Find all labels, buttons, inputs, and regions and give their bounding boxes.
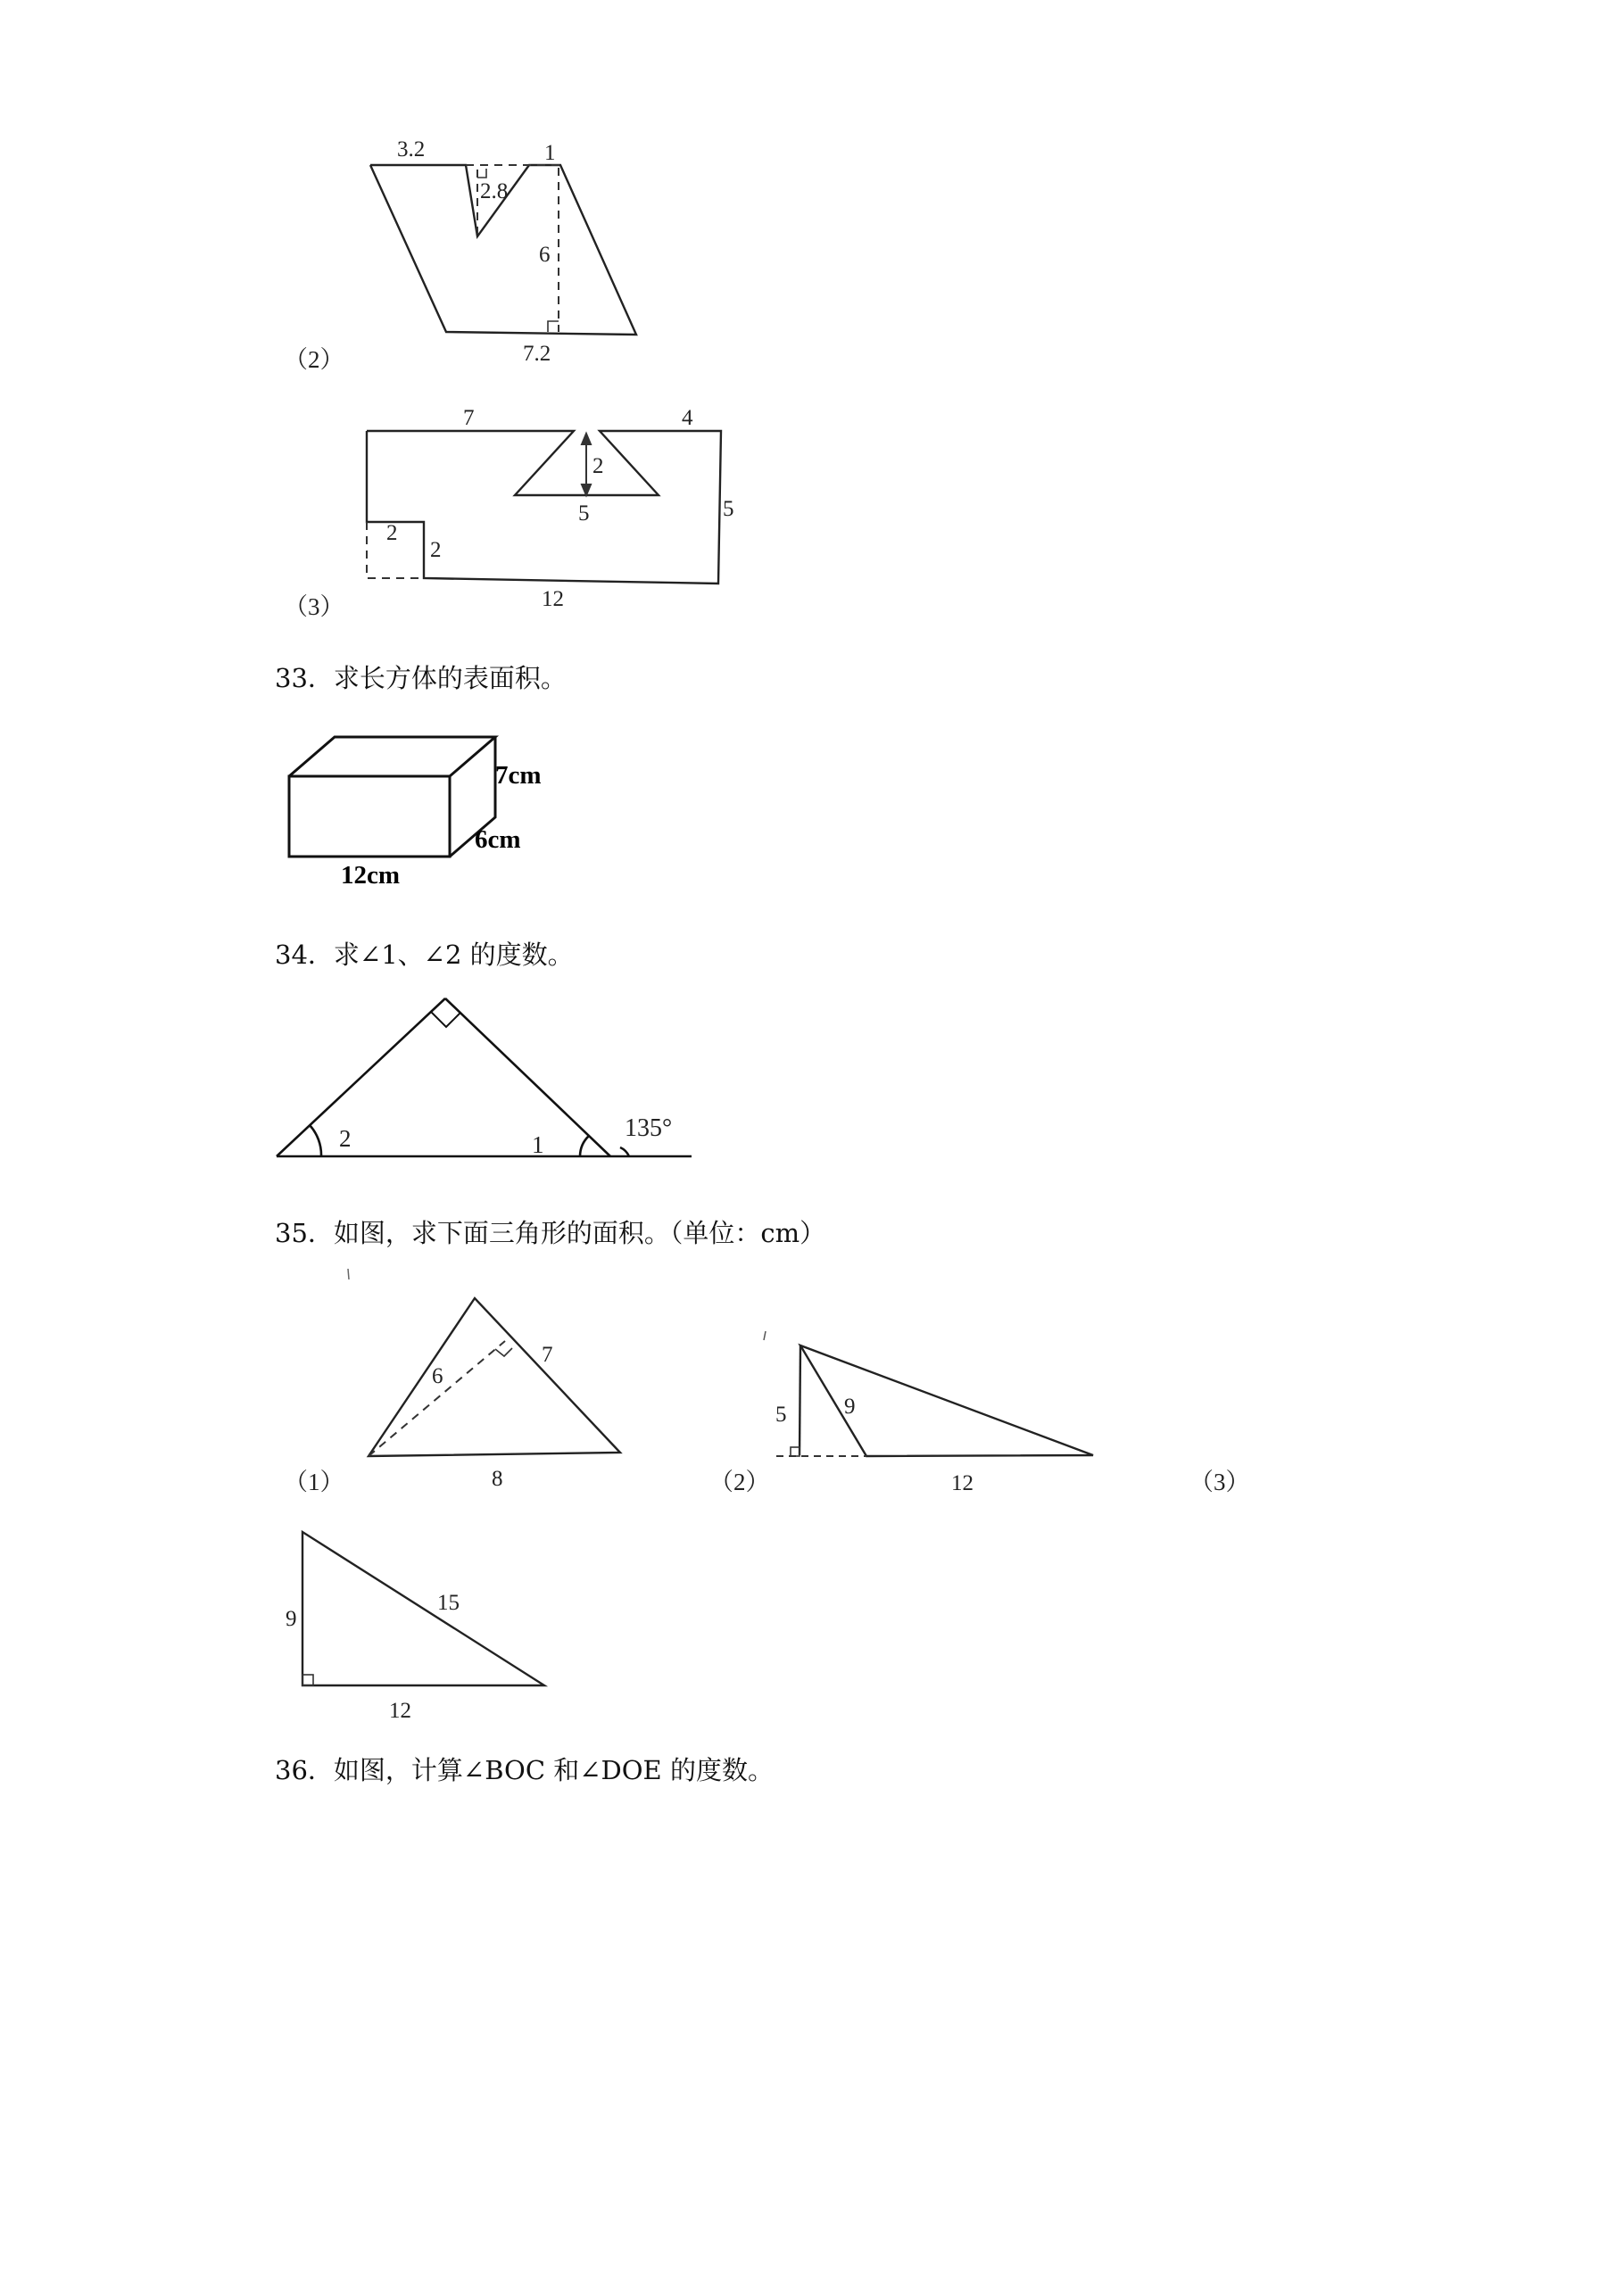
right-side	[445, 998, 610, 1156]
q35-triangle-2	[750, 1329, 1115, 1508]
question-33: 33．求长方体的表面积。	[275, 663, 567, 693]
label-notch-w: 2	[386, 521, 398, 545]
t1-base: 8	[492, 1467, 503, 1491]
triangle-2-right-angle	[791, 1447, 800, 1456]
t1-height: 6	[432, 1364, 443, 1388]
t3-left: 9	[286, 1607, 297, 1631]
label-right-5: 5	[723, 497, 734, 521]
rectangle-cut-diagram	[0, 393, 803, 616]
triangle-2-diagram	[750, 1329, 1115, 1508]
q33-cuboid-figure	[268, 714, 625, 901]
shape-outline	[367, 431, 721, 584]
triangle-3-diagram	[268, 1517, 571, 1731]
q35-triangle-1-label: （1）	[284, 1469, 344, 1495]
q32-figure-3-label: （3）	[284, 593, 344, 620]
cuboid-diagram	[268, 714, 625, 901]
angle-1-label: 1	[532, 1131, 544, 1158]
cuboid-front-face	[289, 776, 450, 857]
label-6: 6	[539, 243, 551, 267]
t2-side: 9	[844, 1395, 856, 1419]
triangle-3-right-angle	[302, 1675, 313, 1685]
triangle-1-height-dashed	[369, 1341, 505, 1456]
q35-triangle-3	[268, 1517, 571, 1731]
triangle-1-right-angle	[495, 1348, 512, 1356]
label-7-2: 7.2	[523, 342, 551, 366]
left-side	[277, 998, 445, 1156]
q34-triangle-figure	[268, 977, 714, 1173]
label-7: 7	[463, 406, 475, 430]
triangle-1-outline	[369, 1298, 620, 1456]
t2-base: 12	[951, 1471, 974, 1495]
question-34: 34．求∠1、∠2 的度数。	[275, 940, 574, 970]
triangle-1-diagram	[321, 1267, 642, 1499]
t2-height: 5	[775, 1403, 787, 1427]
q32-figure-3	[0, 393, 803, 616]
q32-figure-2-label: （2）	[284, 346, 344, 373]
q35-triangle-1	[321, 1267, 642, 1499]
parallelogram-notch-diagram	[0, 0, 803, 393]
t3-base: 12	[389, 1699, 411, 1723]
label-length: 12cm	[341, 861, 401, 890]
arrow-up	[582, 434, 591, 444]
arrow-down	[582, 484, 591, 495]
q35-triangle-3-label: （3）	[1189, 1469, 1250, 1495]
label-tri-height: 2	[592, 454, 604, 478]
question-36: 36．如图，计算∠BOC 和∠DOE 的度数。	[275, 1755, 774, 1785]
right-angle-mark	[431, 1012, 460, 1027]
right-angle-mark-bottom	[548, 321, 559, 332]
angle-135-label: 135°	[625, 1114, 673, 1142]
label-3-2: 3.2	[397, 137, 426, 161]
label-height: 7cm	[495, 761, 542, 790]
label-12: 12	[542, 587, 564, 611]
label-notch-h: 2	[430, 538, 442, 562]
label-width: 6cm	[475, 825, 521, 854]
angle-triangle-diagram	[268, 977, 714, 1173]
q35-triangle-2-label: （2）	[709, 1469, 770, 1495]
label-tri-base: 5	[578, 501, 590, 526]
t1-side: 7	[542, 1343, 553, 1367]
angle-1-arc	[580, 1136, 589, 1156]
angle-135-arc	[620, 1147, 629, 1156]
q32-figure-2	[0, 0, 803, 393]
label-4: 4	[682, 406, 693, 430]
t3-hyp: 15	[437, 1591, 460, 1615]
label-1: 1	[544, 141, 556, 165]
angle-2-arc	[310, 1125, 321, 1156]
triangle-3-outline	[302, 1532, 544, 1685]
question-35: 35．如图，求下面三角形的面积。（单位：cm）	[275, 1218, 826, 1248]
right-angle-mark-top	[477, 169, 486, 178]
label-2-8: 2.8	[480, 179, 509, 203]
cuboid-top-face	[289, 737, 495, 776]
angle-2-label: 2	[339, 1125, 352, 1152]
